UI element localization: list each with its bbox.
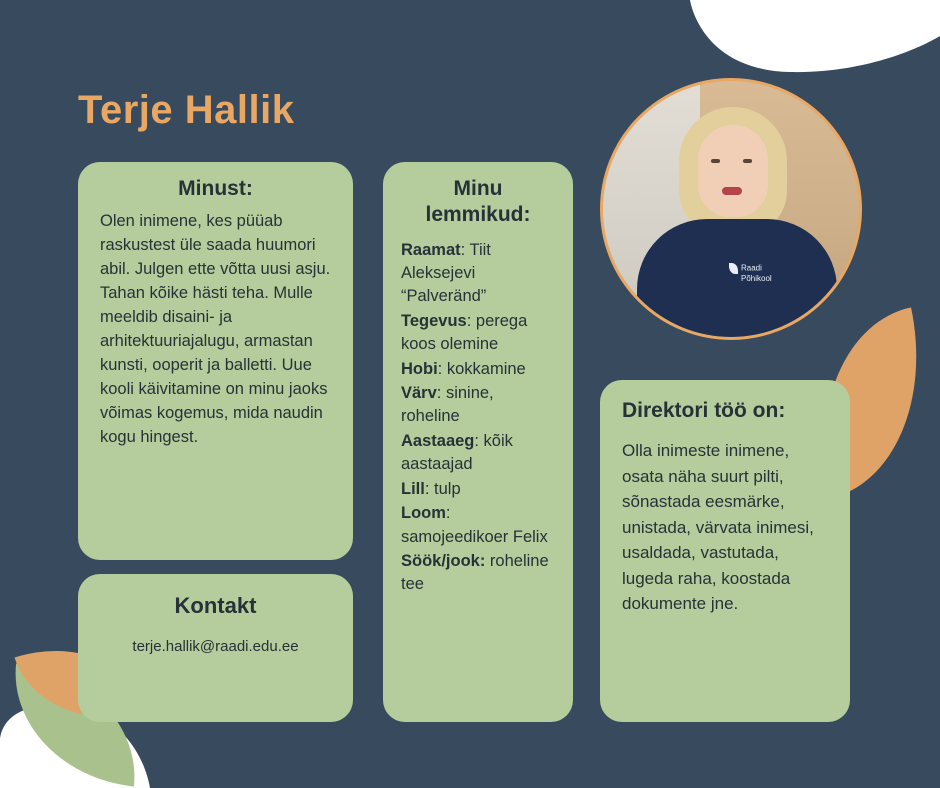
shirt-logo-line2: Põhikool — [741, 274, 772, 283]
favourite-label: Raamat — [401, 240, 461, 259]
list-item — [401, 358, 555, 381]
card-about-me-body: Olen inimene, kes püüab raskustest üle saada huumori abil. Julgen ette võtta uusi asju. Tahan kõike hästi teha. Mulle meeldib disaini- ja arhitektuuriajalugu, armastan kunsti, ooperit ja balletti. Uue kooli käivitamine on minu jaoks võimas kogemus, mida naudin kogu hingest. — [100, 212, 331, 446]
portrait-eye-right — [743, 159, 752, 163]
favourite-label: Lill — [401, 479, 425, 498]
shirt-logo — [729, 263, 772, 283]
card-director-role — [600, 380, 850, 722]
page-title: Terje Hallik — [78, 88, 295, 132]
list-item — [401, 502, 555, 549]
favourite-value: : Tiit Aleksejevi “Palveränd” — [401, 240, 491, 306]
favourite-label: Värv — [401, 384, 437, 403]
card-director-role-heading: Direktori töö on: — [622, 399, 786, 422]
favourite-label: Hobi — [401, 359, 438, 378]
favourite-value: : perega koos olemine — [401, 311, 528, 354]
contact-email[interactable]: terje.hallik@raadi.edu.ee — [132, 637, 299, 655]
card-contact — [78, 574, 353, 722]
favourite-value: roheline tee — [401, 551, 549, 594]
leaf-icon — [729, 263, 738, 274]
portrait-face — [698, 125, 768, 217]
favourites-list — [401, 239, 555, 597]
list-item — [401, 478, 555, 501]
shirt-logo-line1: Raadi — [741, 263, 762, 273]
card-favourites-heading: Minu lemmikud: — [425, 177, 531, 227]
favourite-value: : tulp — [424, 479, 461, 498]
card-about-me-heading: Minust: — [178, 177, 253, 200]
favourite-label: Loom — [401, 504, 446, 523]
list-item — [401, 239, 555, 309]
favourite-label: Tegevus — [401, 311, 467, 330]
list-item — [401, 550, 555, 597]
list-item — [401, 310, 555, 357]
favourite-label: Söök/jook: — [401, 551, 486, 570]
favourite-value: : samojeedikoer Felix — [401, 504, 548, 546]
favourite-value: : kokkamine — [437, 359, 526, 378]
list-item — [401, 430, 555, 477]
card-director-role-body: Olla inimeste inimene, osata näha suurt pilti, sõnastada eesmärke, unistada, värvata inimesi, usaldada, vastutada, lugeda raha, koostada dokumente jne. — [622, 441, 814, 614]
favourite-value: : sinine, roheline — [401, 384, 494, 426]
list-item — [401, 382, 555, 429]
portrait-lips — [722, 187, 742, 195]
card-favourites — [383, 162, 573, 722]
card-contact-heading: Kontakt — [174, 593, 257, 618]
favourite-value: : kõik aastaajad — [401, 431, 513, 474]
avatar — [600, 78, 862, 340]
card-about-me — [78, 162, 353, 560]
favourite-label: Aastaaeg — [401, 431, 475, 450]
portrait-eye-left — [711, 159, 720, 163]
